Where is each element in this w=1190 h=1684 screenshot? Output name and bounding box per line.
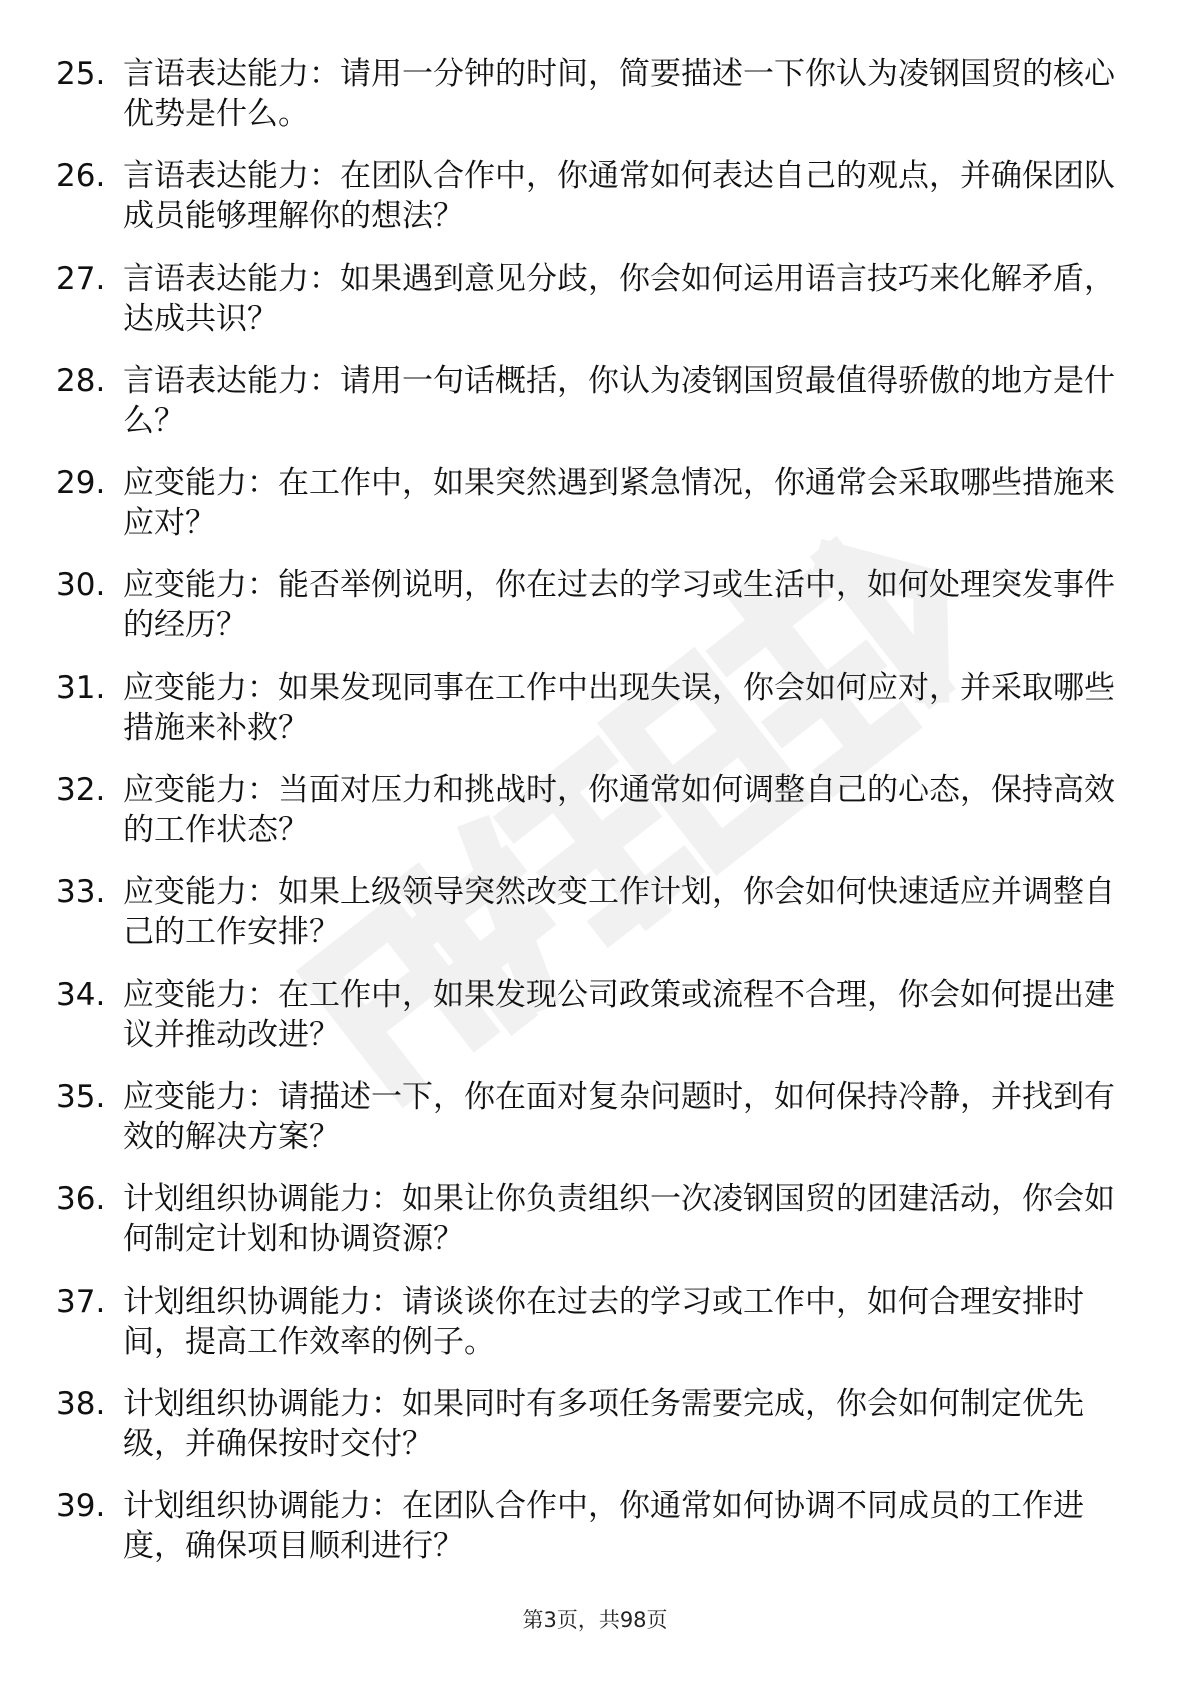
question-text: 言语表达能力：请用一句话概括，你认为凌钢国贸最值得骄傲的地方是什么？ (123, 362, 1115, 439)
question-text: 应变能力：请描述一下，你在面对复杂问题时，如何保持冷静，并找到有效的解决方案？ (123, 1078, 1115, 1155)
question-number: 25. (56, 56, 106, 92)
question-text: 言语表达能力：在团队合作中，你通常如何表达自己的观点，并确保团队成员能够理解你的想法？ (123, 158, 1115, 235)
list-item (56, 872, 1116, 952)
question-text: 应变能力：能否举例说明，你在过去的学习或生活中，如何处理突发事件的经历？ (123, 567, 1115, 644)
question-number: 38. (56, 1385, 106, 1422)
question-number: 34. (56, 976, 106, 1013)
list-item (56, 1486, 1116, 1566)
question-text: 计划组织协调能力：如果让你负责组织一次凌钢国贸的团建活动，你会如何制定计划和协调资源？ (123, 1181, 1115, 1258)
question-number: 39. (56, 1488, 106, 1525)
list-item (56, 156, 1116, 236)
list-item (56, 1282, 1116, 1362)
question-number: 28. (56, 362, 106, 399)
question-text: 计划组织协调能力：如果同时有多项任务需要完成，你会如何制定优先级，并确保按时交付？ (123, 1385, 1084, 1462)
list-item (56, 1384, 1116, 1464)
list-item (56, 1077, 1116, 1157)
question-text: 应变能力：当面对压力和挑战时，你通常如何调整自己的心态，保持高效的工作状态？ (123, 772, 1115, 849)
question-text: 计划组织协调能力：请谈谈你在过去的学习或工作中，如何合理安排时间，提高工作效率的例子。 (123, 1283, 1084, 1360)
question-number: 29. (56, 465, 106, 502)
list-item (56, 54, 1116, 134)
question-number: 26. (56, 158, 106, 195)
page-footer: 第3页，共98页 (522, 1608, 668, 1632)
list-item (56, 463, 1116, 543)
question-number: 31. (56, 669, 106, 706)
question-text: 应变能力：如果发现同事在工作中出现失误，你会如何应对，并采取哪些措施来补救？ (123, 669, 1115, 746)
question-text: 应变能力：在工作中，如果发现公司政策或流程不合理，你会如何提出建议并推动改进？ (123, 976, 1115, 1053)
question-text: 言语表达能力：请用一分钟的时间，简要描述一下你认为凌钢国贸的核心优势是什么。 (123, 56, 1115, 132)
question-number: 37. (56, 1283, 106, 1320)
question-text: 应变能力：在工作中，如果突然遇到紧急情况，你通常会采取哪些措施来应对？ (123, 465, 1115, 542)
question-number: 30. (56, 567, 106, 604)
question-text: 言语表达能力：如果遇到意见分歧，你会如何运用语言技巧来化解矛盾，达成共识？ (123, 260, 1115, 337)
question-number: 33. (56, 874, 106, 911)
question-number: 32. (56, 772, 106, 809)
question-number: 35. (56, 1078, 106, 1115)
list-item (56, 1179, 1116, 1259)
list-item (56, 975, 1116, 1055)
list-item (56, 259, 1116, 339)
question-list (56, 54, 1116, 1588)
question-number: 27. (56, 260, 106, 297)
list-item (56, 770, 1116, 850)
list-item (56, 361, 1116, 441)
question-text: 计划组织协调能力：在团队合作中，你通常如何协调不同成员的工作进度，确保项目顺利进行？ (123, 1488, 1084, 1565)
list-item (56, 668, 1116, 748)
question-number: 36. (56, 1181, 106, 1218)
question-text: 应变能力：如果上级领导突然改变工作计划，你会如何快速适应并调整自己的工作安排？ (123, 874, 1115, 951)
list-item (56, 565, 1116, 645)
